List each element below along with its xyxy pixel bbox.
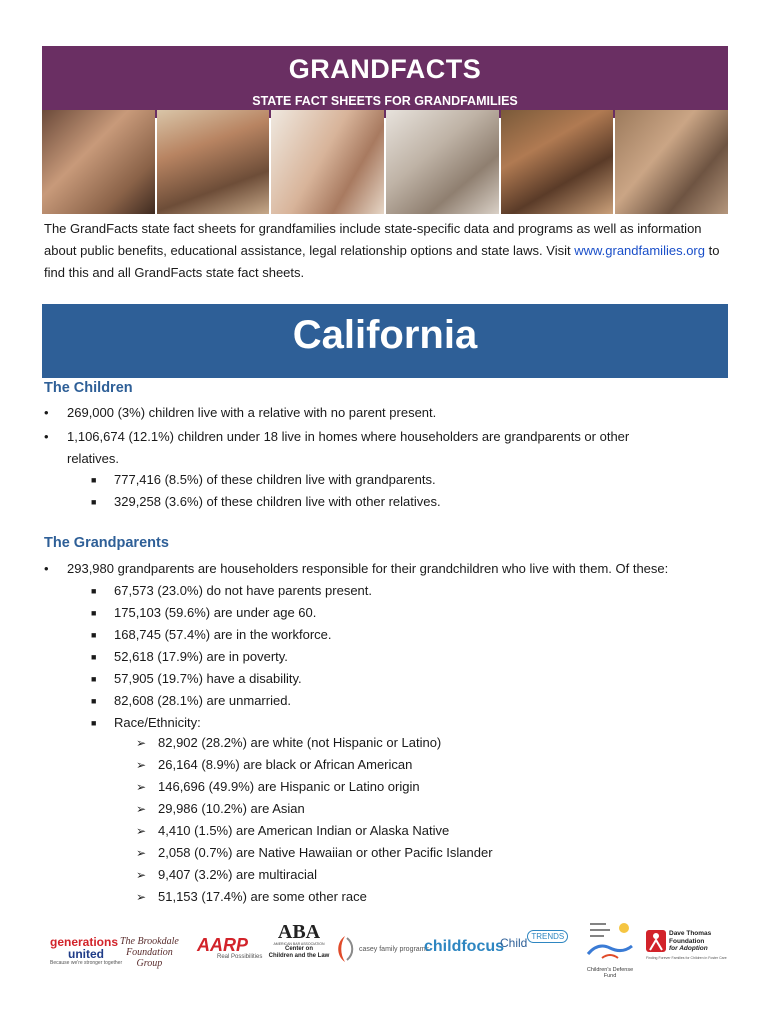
grandfather-photo — [386, 110, 499, 214]
race-ethnicity-item: 82,902 (28.2%) are white (not Hispanic or Latino) — [158, 735, 442, 750]
dave-thomas-figure-icon — [646, 930, 666, 952]
child-photo — [271, 110, 384, 214]
logo-tagline: Finding Forever Families for Children in Foster Care — [646, 955, 727, 960]
race-ethnicity-item: 146,696 (49.9%) are Hispanic or Latino origin — [158, 779, 420, 794]
arrow-bullet-icon: ➢ — [136, 824, 147, 838]
aarp-logo — [197, 936, 262, 960]
list-subitem: 82,608 (28.1%) are unmarried. — [114, 693, 292, 708]
square-bullet: ■ — [91, 586, 97, 596]
race-ethnicity-item: 4,410 (1.5%) are American Indian or Alaska Native — [158, 823, 450, 838]
logo-text: Children and the Law — [268, 953, 330, 959]
square-bullet: ■ — [91, 718, 97, 728]
square-bullet: ■ — [91, 674, 97, 684]
state-band — [42, 304, 728, 378]
square-bullet: ■ — [91, 475, 97, 485]
bullet-dot: • — [44, 429, 49, 444]
list-item: 269,000 (3%) children live with a relative with no parent present. — [67, 405, 437, 420]
page-subtitle: STATE FACT SHEETS FOR GRANDFAMILIES — [252, 94, 518, 108]
arrow-bullet-icon: ➢ — [136, 758, 147, 772]
logo-text: Child — [500, 936, 528, 950]
logo-text: Foundation — [669, 937, 705, 945]
child-trends-logo — [500, 932, 568, 950]
square-bullet: ■ — [91, 630, 97, 640]
logo-mark: ABA — [277, 921, 321, 943]
casey-logo — [334, 934, 429, 964]
bullet-dot: • — [44, 561, 49, 576]
casey-swoosh-icon — [334, 934, 356, 964]
arrow-bullet-icon: ➢ — [136, 868, 147, 882]
race-ethnicity-item: 26,164 (8.9%) are black or African American — [158, 757, 413, 772]
list-subitem: Race/Ethnicity: — [114, 715, 201, 730]
logo-text: Group — [136, 958, 163, 969]
list-subitem: 168,745 (57.4%) are in the workforce. — [114, 627, 332, 642]
arrow-bullet-icon: ➢ — [136, 802, 147, 816]
intro-text: The GrandFacts state fact sheets for grandfamilies include state-specific data and programs as well as information about public benefits, educational assistance, legal relationship options and state laws. Visit — [44, 221, 702, 258]
arrow-bullet-icon: ➢ — [136, 890, 147, 904]
list-subitem: 57,905 (19.7%) have a disability. — [114, 671, 302, 686]
list-item: 293,980 grandparents are householders responsible for their grandchildren who live with them. Of these: — [67, 561, 669, 576]
square-bullet: ■ — [91, 497, 97, 507]
header-band — [42, 46, 728, 118]
grandparents-heading: The Grandparents — [44, 535, 169, 551]
page-title: GRANDFACTS — [288, 54, 482, 84]
logo-text: The Brookdale — [120, 936, 179, 947]
logo-text: Children's Defense Fund — [586, 967, 634, 979]
brookdale-logo — [120, 936, 179, 969]
race-ethnicity-item: 2,058 (0.7%) are Native Hawaiian or other Pacific Islander — [158, 845, 493, 860]
list-item-continuation: relatives. — [67, 451, 120, 466]
childfocus-logo — [424, 938, 504, 956]
grandmother-child-photo — [501, 110, 614, 214]
grandfather-children-photo — [615, 110, 728, 214]
square-bullet: ■ — [91, 652, 97, 662]
state-name: California — [292, 313, 478, 357]
logo-text: united — [68, 947, 104, 961]
race-ethnicity-item: 29,986 (10.2%) are Asian — [158, 801, 305, 816]
logo-text: generations — [50, 935, 119, 949]
childrens-defense-fund-logo — [580, 918, 640, 979]
arrow-bullet-icon: ➢ — [136, 846, 147, 860]
children-heading: The Children — [44, 380, 133, 396]
photo-strip — [42, 110, 728, 214]
list-subitem: 777,416 (8.5%) of these children live with grandparents. — [114, 472, 436, 487]
generations-united-logo — [50, 936, 122, 967]
logo-tagline: Real Possibilities — [217, 954, 263, 960]
bullet-dot: • — [44, 405, 49, 420]
logo-text: Foundation — [126, 947, 173, 958]
logo-text: TRENDS — [527, 930, 568, 943]
cdf-drawing-icon — [584, 918, 636, 962]
logo-text: Dave Thomas — [669, 930, 712, 937]
list-subitem: 67,573 (23.0%) do not have parents present. — [114, 583, 373, 598]
race-ethnicity-item: 51,153 (17.4%) are some other race — [158, 889, 367, 904]
list-subitem: 329,258 (3.6%) of these children live with other relatives. — [114, 494, 441, 509]
grandfamilies-link[interactable]: www.grandfamilies.org — [574, 243, 705, 258]
logo-text: AMERICAN BAR ASSOCIATION — [273, 942, 325, 946]
logo-tagline: Because we're stronger together — [50, 960, 123, 966]
logo-text: Center on — [284, 946, 313, 952]
grandfather-child-photo — [157, 110, 270, 214]
logo-text: for Adoption — [669, 945, 708, 952]
dave-thomas-logo — [646, 930, 727, 960]
logo-text: AARP — [197, 935, 249, 955]
list-subitem: 52,618 (17.9%) are in poverty. — [114, 649, 288, 664]
intro-text-end: to find this and all GrandFacts state fact sheets. — [44, 243, 720, 280]
list-item: 1,106,674 (12.1%) children under 18 live in homes where householders are grandparents or other — [67, 429, 630, 444]
grandparent-child-photo — [42, 110, 155, 214]
square-bullet: ■ — [91, 696, 97, 706]
sponsor-logos — [42, 918, 732, 988]
logo-text: casey family programs — [359, 945, 430, 953]
square-bullet: ■ — [91, 608, 97, 618]
intro-paragraph — [44, 218, 728, 284]
aba-logo — [266, 922, 332, 960]
arrow-bullet-icon: ➢ — [136, 780, 147, 794]
arrow-bullet-icon: ➢ — [136, 736, 147, 750]
race-ethnicity-item: 9,407 (3.2%) are multiracial — [158, 867, 317, 882]
logo-text: childfocus — [424, 938, 505, 955]
list-subitem: 175,103 (59.6%) are under age 60. — [114, 605, 317, 620]
